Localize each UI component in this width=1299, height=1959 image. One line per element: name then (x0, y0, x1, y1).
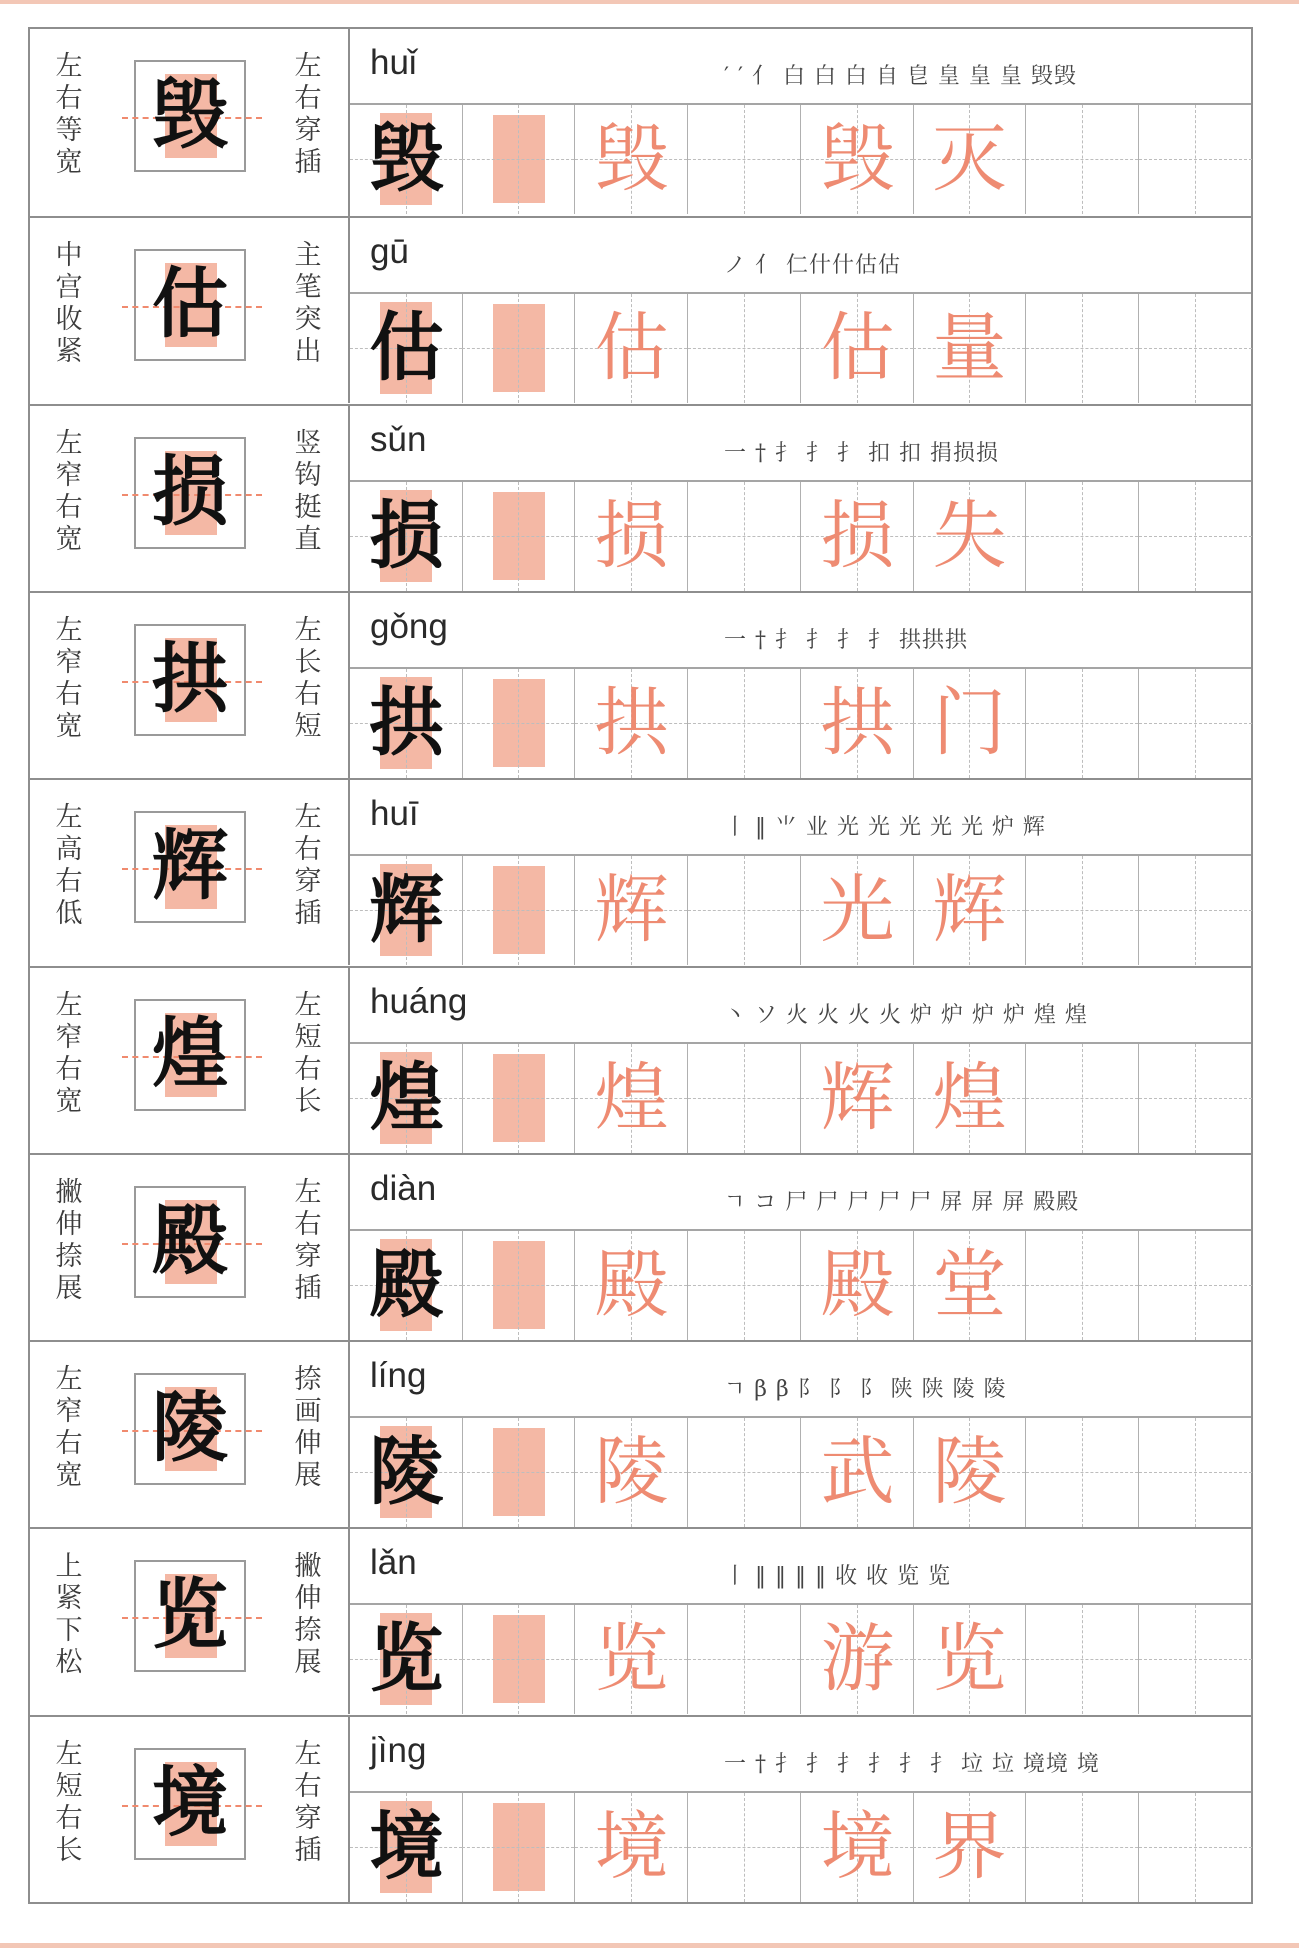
word-character: 境 (820, 1803, 895, 1890)
model-character: 损 (369, 492, 444, 579)
reference-panel (30, 1155, 350, 1340)
model-character: 殿 (369, 1241, 444, 1328)
grid-cell (462, 1605, 575, 1714)
word-character: 估 (820, 305, 895, 392)
grid-cell (688, 1793, 801, 1902)
sample-character-box (134, 1748, 246, 1860)
grid-cell (350, 1231, 463, 1340)
grid-cell (913, 1044, 1026, 1153)
trace-character: 拱 (594, 679, 669, 766)
tip-left: 左高右低 (55, 802, 83, 930)
grid-cell (1139, 856, 1252, 965)
writing-panel (350, 593, 1251, 778)
grid-cell (1026, 482, 1139, 591)
practice-row (30, 1527, 1251, 1714)
writing-panel (350, 780, 1251, 965)
word-character: 拱 (820, 679, 895, 766)
bottom-edge (0, 1943, 1299, 1948)
grid-cell (575, 1793, 688, 1902)
writing-grid (350, 294, 1251, 403)
stroke-order: ㄱ コ 尸 尸 尸 尸 尸 屏 屏 屏 殿殿 (724, 1189, 1080, 1215)
grid-cell (913, 105, 1026, 214)
trace-character: 损 (594, 492, 669, 579)
word-character: 失 (932, 492, 1007, 579)
grid-cell (801, 669, 914, 778)
pinyin: diàn (370, 1168, 437, 1208)
tip-left: 左右等宽 (55, 51, 83, 178)
sample-character-box (134, 624, 246, 736)
practice-row (30, 966, 1251, 1153)
sample-character-box (134, 999, 246, 1111)
grid-cell (913, 669, 1026, 778)
tip-right: 左右穿插 (294, 802, 322, 930)
sample-character: 拱 (152, 633, 228, 723)
trace-character: 境 (594, 1803, 669, 1890)
pinyin: jìng (370, 1730, 427, 1770)
writing-panel (350, 1342, 1251, 1527)
grid-cell (801, 1793, 914, 1902)
stroke-order: 丶 ソ 火 火 火 火 炉 炉 炉 炉 煌 煌 (724, 1002, 1088, 1028)
word-character: 陵 (932, 1429, 1007, 1516)
grid-cell (575, 482, 688, 591)
grid-cell (1026, 294, 1139, 403)
tip-left: 中宫收紧 (55, 240, 83, 368)
word-character: 毁 (820, 116, 895, 202)
sample-character-box (134, 811, 246, 923)
writing-panel (350, 1717, 1251, 1902)
model-character: 览 (369, 1616, 444, 1703)
grid-cell (801, 105, 914, 214)
grid-cell (462, 856, 575, 965)
grid-cell (462, 1231, 575, 1340)
stroke-order: 丨 ‖ ‖ ‖ ‖ 收 收 览 览 (724, 1564, 951, 1590)
word-character: 武 (820, 1429, 895, 1516)
tip-right: 左右穿插 (294, 1176, 322, 1304)
writing-panel (350, 406, 1251, 591)
tip-right: 左右穿插 (294, 51, 322, 178)
grid-cell (801, 482, 914, 591)
model-character: 境 (369, 1803, 444, 1890)
model-character: 毁 (369, 116, 444, 202)
reference-panel (30, 406, 350, 591)
grid-cell (913, 1793, 1026, 1902)
trace-character: 估 (594, 305, 669, 392)
grid-cell (688, 1044, 801, 1153)
word-character: 门 (932, 679, 1007, 766)
grid-cell (1026, 1044, 1139, 1153)
practice-row (30, 404, 1251, 591)
sample-character: 煌 (152, 1008, 228, 1098)
tip-right: 主笔突出 (294, 240, 322, 368)
grid-cell (350, 669, 463, 778)
grid-cell (1139, 105, 1252, 214)
grid-cell (688, 669, 801, 778)
trace-character: 煌 (594, 1054, 669, 1141)
reference-panel (30, 1529, 350, 1714)
grid-cell (688, 294, 801, 403)
grid-cell (801, 1605, 914, 1714)
writing-panel (350, 968, 1251, 1153)
trace-character: 陵 (594, 1429, 669, 1516)
grid-cell (575, 1231, 688, 1340)
grid-cell (350, 1793, 463, 1902)
grid-cell (462, 1793, 575, 1902)
sample-character-box (134, 1373, 246, 1485)
stroke-order: 丨 ‖ ⺌ 业 光 光 光 光 光 炉 辉 (724, 815, 1046, 841)
writing-grid (350, 105, 1251, 214)
writing-panel (350, 1155, 1251, 1340)
grid-cell (350, 1418, 463, 1527)
reference-panel (30, 1717, 350, 1902)
grid-cell (1139, 1231, 1252, 1340)
sample-character-box (134, 249, 246, 361)
grid-cell (350, 856, 463, 965)
stroke-order: ㄱ β β 阝 阝 阝 陕 陕 陵 陵 (724, 1377, 1007, 1403)
grid-cell (575, 294, 688, 403)
word-character: 界 (932, 1803, 1007, 1890)
grid-cell (913, 1231, 1026, 1340)
writing-grid (350, 482, 1251, 591)
word-character: 堂 (932, 1241, 1007, 1328)
grid-cell (350, 1044, 463, 1153)
grid-cell (350, 1605, 463, 1714)
pinyin: lǎn (370, 1543, 417, 1583)
stroke-order: 一 † 扌 扌 扌 扌 拱拱拱 (724, 627, 968, 653)
grid-cell (575, 1418, 688, 1527)
grid-cell (1026, 1418, 1139, 1527)
pinyin: huǐ (370, 43, 417, 82)
grid-cell (462, 669, 575, 778)
grid-cell (688, 1231, 801, 1340)
writing-grid (350, 1605, 1251, 1714)
tip-left: 左短右长 (55, 1738, 83, 1866)
sample-character: 辉 (152, 821, 228, 911)
model-character: 辉 (369, 867, 444, 954)
tip-right: 左右穿插 (294, 1738, 322, 1866)
word-character: 量 (932, 305, 1007, 392)
grid-cell (1139, 1418, 1252, 1527)
grid-cell (1026, 856, 1139, 965)
pinyin: gū (370, 232, 409, 272)
grid-cell (801, 1231, 914, 1340)
sample-character-box (134, 437, 246, 549)
grid-cell (462, 105, 575, 214)
grid-cell (462, 1418, 575, 1527)
grid-cell (688, 1605, 801, 1714)
stroke-order: ノ 亻 仁什什估估 (724, 253, 901, 279)
writing-grid (350, 1793, 1251, 1902)
word-character: 煌 (932, 1054, 1007, 1141)
pinyin: gǒng (370, 606, 448, 646)
trace-character: 辉 (594, 867, 669, 954)
grid-cell (350, 294, 463, 403)
model-character: 陵 (369, 1429, 444, 1516)
model-character: 估 (369, 305, 444, 392)
grid-cell (1026, 1793, 1139, 1902)
stroke-order: 一 † 扌 扌 扌 扣 扣 捐损损 (724, 440, 999, 466)
tip-right: 竖钩挺直 (294, 427, 322, 555)
grid-cell (688, 482, 801, 591)
pinyin: líng (370, 1356, 427, 1396)
sample-character: 殿 (152, 1195, 228, 1285)
writing-grid (350, 1418, 1251, 1527)
grid-cell (1139, 1605, 1252, 1714)
grid-cell (462, 294, 575, 403)
word-character: 灭 (932, 116, 1007, 202)
word-character: 游 (820, 1616, 895, 1703)
sample-character-box (134, 1186, 246, 1298)
practice-row (30, 216, 1251, 403)
sample-character: 陵 (152, 1383, 228, 1473)
reference-panel (30, 1342, 350, 1527)
tip-right: 撇伸捺展 (294, 1551, 322, 1679)
trace-character: 毁 (594, 116, 669, 202)
grid-cell (688, 1418, 801, 1527)
grid-cell (350, 482, 463, 591)
writing-grid (350, 669, 1251, 778)
grid-cell (1139, 482, 1252, 591)
top-edge (0, 0, 1299, 4)
reference-panel (30, 218, 350, 403)
writing-grid (350, 1231, 1251, 1340)
tip-left: 左窄右宽 (55, 989, 83, 1117)
reference-panel (30, 593, 350, 778)
grid-cell (350, 105, 463, 214)
word-character: 辉 (820, 1054, 895, 1141)
word-character: 殿 (820, 1241, 895, 1328)
grid-cell (801, 1418, 914, 1527)
grid-cell (1139, 294, 1252, 403)
writing-panel (350, 218, 1251, 403)
grid-cell (913, 1605, 1026, 1714)
sample-character-box (134, 60, 246, 172)
tip-left: 左窄右宽 (55, 1364, 83, 1492)
sample-character: 估 (152, 259, 228, 349)
pinyin: sǔn (370, 419, 427, 459)
sample-character: 毁 (152, 70, 228, 159)
writing-grid (350, 1044, 1251, 1153)
tip-left: 左窄右宽 (55, 614, 83, 742)
pinyin: huáng (370, 981, 468, 1021)
grid-cell (1026, 1231, 1139, 1340)
reference-panel (30, 29, 350, 216)
practice-row (30, 1153, 1251, 1340)
grid-cell (462, 1044, 575, 1153)
word-character: 辉 (932, 867, 1007, 954)
grid-cell (913, 856, 1026, 965)
word-character: 光 (820, 867, 895, 954)
grid-cell (575, 1605, 688, 1714)
grid-cell (575, 1044, 688, 1153)
tip-right: 左短右长 (294, 989, 322, 1117)
model-character: 拱 (369, 679, 444, 766)
grid-cell (913, 482, 1026, 591)
reference-panel (30, 780, 350, 965)
practice-row (30, 1715, 1251, 1902)
grid-cell (1026, 105, 1139, 214)
reference-panel (30, 968, 350, 1153)
grid-cell (688, 856, 801, 965)
grid-cell (1139, 1044, 1252, 1153)
grid-cell (462, 482, 575, 591)
sample-character: 境 (152, 1757, 228, 1847)
word-character: 损 (820, 492, 895, 579)
tip-left: 撇伸捺展 (55, 1176, 83, 1304)
tip-left: 上紧下松 (55, 1551, 83, 1679)
grid-cell (913, 294, 1026, 403)
sample-character: 览 (152, 1570, 228, 1660)
practice-row (30, 778, 1251, 965)
word-character: 览 (932, 1616, 1007, 1703)
model-character: 煌 (369, 1054, 444, 1141)
practice-row (30, 1340, 1251, 1527)
grid-cell (1139, 669, 1252, 778)
practice-row (30, 29, 1251, 216)
grid-cell (801, 1044, 914, 1153)
grid-cell (575, 669, 688, 778)
tip-right: 左长右短 (294, 614, 322, 742)
practice-sheet (28, 27, 1253, 1904)
grid-cell (1139, 1793, 1252, 1902)
sample-character: 损 (152, 446, 228, 536)
grid-cell (801, 294, 914, 403)
writing-panel (350, 29, 1251, 216)
writing-panel (350, 1529, 1251, 1714)
tip-left: 左窄右宽 (55, 427, 83, 555)
stroke-order: 一 † 扌 扌 扌 扌 扌 扌 垃 垃 境境 境 (724, 1751, 1100, 1777)
writing-grid (350, 856, 1251, 965)
pinyin: huī (370, 794, 419, 834)
grid-cell (1026, 669, 1139, 778)
grid-cell (801, 856, 914, 965)
sample-character-box (134, 1560, 246, 1672)
stroke-order: ′ ′ 亻 白 白 白 自 皀 皇 皇 皇 毁毁 (724, 64, 1077, 89)
grid-cell (688, 105, 801, 214)
grid-cell (913, 1418, 1026, 1527)
trace-character: 览 (594, 1616, 669, 1703)
grid-cell (1026, 1605, 1139, 1714)
grid-cell (575, 856, 688, 965)
practice-row (30, 591, 1251, 778)
tip-right: 捺画伸展 (294, 1364, 322, 1492)
trace-character: 殿 (594, 1241, 669, 1328)
grid-cell (575, 105, 688, 214)
